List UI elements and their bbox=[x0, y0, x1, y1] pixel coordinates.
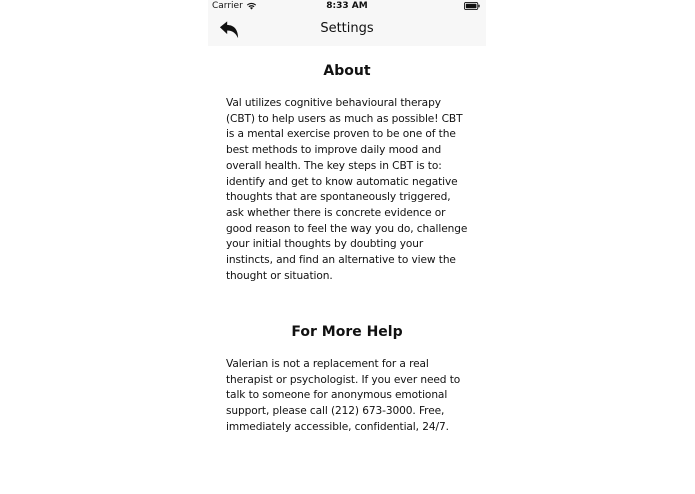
more-help-heading: For More Help bbox=[291, 324, 403, 340]
carrier-label: Carrier bbox=[212, 1, 243, 11]
navigation-bar bbox=[208, 12, 486, 46]
page-title: Settings bbox=[320, 21, 374, 36]
battery-icon bbox=[464, 2, 480, 10]
phone-screen bbox=[208, 0, 486, 494]
about-paragraph: Val utilizes cognitive behavioural therapy (CBT) to help users as much as possible! CBT is a mental exercise proven to be one of the best methods to improve daily mood and overall health. The key steps in CBT is to: identify and get to know automatic negative thoughts that are spontaneously triggered, ask whether there is concrete evidence or good reason to feel the way you do, challenge your initial thoughts by doubting your instincts, and find an alternative to view the thought or situation. bbox=[226, 97, 468, 282]
status-bar bbox=[208, 0, 486, 12]
more-help-paragraph: Valerian is not a replacement for a real therapist or psychologist. If you ever need to talk to someone for anonymous emotional support, please call (212) 673-3000. Free, immediately accessible, confidential, 24/7. bbox=[226, 358, 461, 433]
status-time: 8:33 AM bbox=[326, 1, 368, 11]
about-heading: About bbox=[323, 63, 371, 79]
